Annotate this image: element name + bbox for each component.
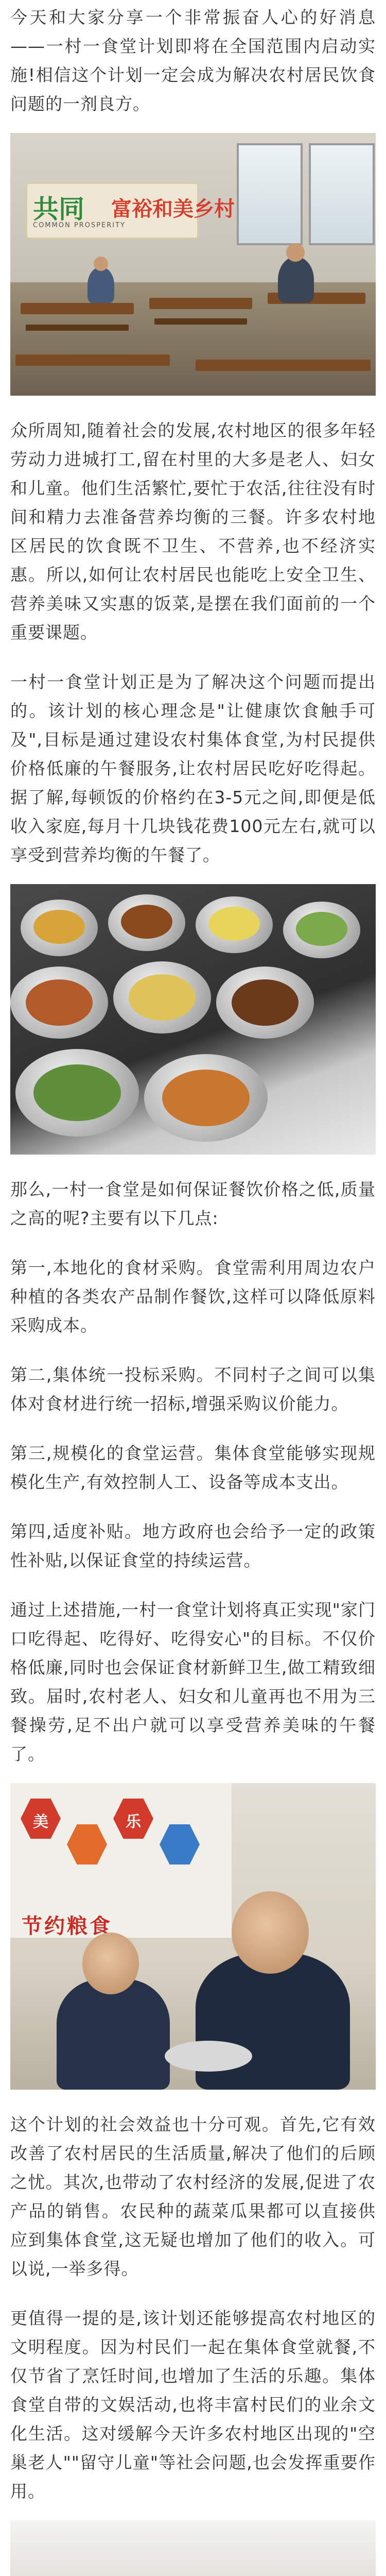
canteen-photo [10, 133, 376, 396]
question-paragraph: 那么,一村一食堂是如何保证餐饮价格之低,质量之高的呢?主要有以下几点: [10, 1179, 376, 1228]
elderly-dining-photo [10, 1783, 376, 2090]
point-four-paragraph: 第四,适度补贴。地方政府也会给予一定的政策性补贴,以保证食堂的持续运营。 [10, 1521, 376, 1570]
civilization-paragraph: 更值得一提的是,该计划还能够提高农村地区的文明程度。因为村民们一起在集体食堂就餐,不仅节省了烹饪时间,也增加了生活的乐趣。集体食堂自带的文娱活动,也将丰富村民们的业余文化生活。这对缓解今天许多农村地区出现的"空巢老人""留守儿童"等社会问题,也会发挥重要作用。 [10, 2308, 376, 2501]
sign-subtitle: COMMON PROSPERITY [33, 222, 126, 229]
plan-paragraph: 一村一食堂计划正是为了解决这个问题而提出的。该计划的核心理念是"让健康饮食触手可及",目标是通过建设农村集体食堂,为村民提供价格低廉的午餐服务,让农村居民吃好吃得起。据了解,每顿饭的价格约在3-5元之间,即便是低收入家庭,每月十几块钱花费100元左右,就可以享受到营养均衡的午餐了。 [10, 672, 376, 865]
mural-text-1: 美 [33, 1813, 48, 1831]
point-one-paragraph: 第一,本地化的食材采购。食堂需利用周边农户种植的各类农产品制作餐饮,这样可以降低原料采购成本。 [10, 1258, 376, 1335]
mural-slogan: 节约粮食 [22, 1914, 112, 1938]
dishes-photo [10, 884, 376, 1155]
point-three-paragraph: 第三,规模化的食堂运营。集体食堂能够实现规模化生产,有效控制人工、设备等成本支出。 [10, 1443, 376, 1492]
mural-text-2: 乐 [126, 1813, 141, 1831]
sign-text-red: 富裕和美乡村 [111, 197, 235, 221]
point-two-paragraph: 第二,集体统一投标采购。不同村子之间可以集体对食材进行统一招标,增强采购议价能力。 [10, 1365, 376, 1414]
goal-paragraph: 通过上述措施,一村一食堂计划将真正实现"家门口吃得起、吃得好、吃得安心"的目标。不仅价格低廉,同时也会保证食材新鲜卫生,做工精致细致。届时,农村老人、妇女和儿童再也不用为三餐操劳,足不出户就可以享受营养美味的午餐了。 [10, 1600, 376, 1764]
sign-text-green: 共同 [33, 194, 84, 224]
benefits-paragraph: 这个计划的社会效益也十分可观。首先,它有效改善了农村居民的生活质量,解决了他们的后顾之忧。其次,也带动了农村经济的发展,促进了农产品的销售。农民种的蔬菜瓜果都可以直接供应到集体食堂,这无疑也增加了他们的收入。可以说,一举多得。 [10, 2114, 376, 2279]
background-paragraph: 众所周知,随着社会的发展,农村地区的很多年轻劳动力进城打工,留在村里的大多是老人、妇女和儿童。他们生活繁忙,要忙于农活,往往没有时间和精力去准备营养均衡的三餐。许多农村地区居民的饮食既不卫生、不营养,也不经济实惠。所以,如何让农村居民也能吃上安全卫生、营养美味又实惠的饭菜,是摆在我们面前的一个重要课题。 [10, 420, 376, 642]
intro-paragraph: 今天和大家分享一个非常振奋人心的好消息——一村一食堂计划即将在全国范围内启动实施!相信这个计划一定会成为解决农村居民饮食问题的一剂良方。 [10, 7, 376, 114]
dining-hall-photo [10, 2520, 376, 2576]
